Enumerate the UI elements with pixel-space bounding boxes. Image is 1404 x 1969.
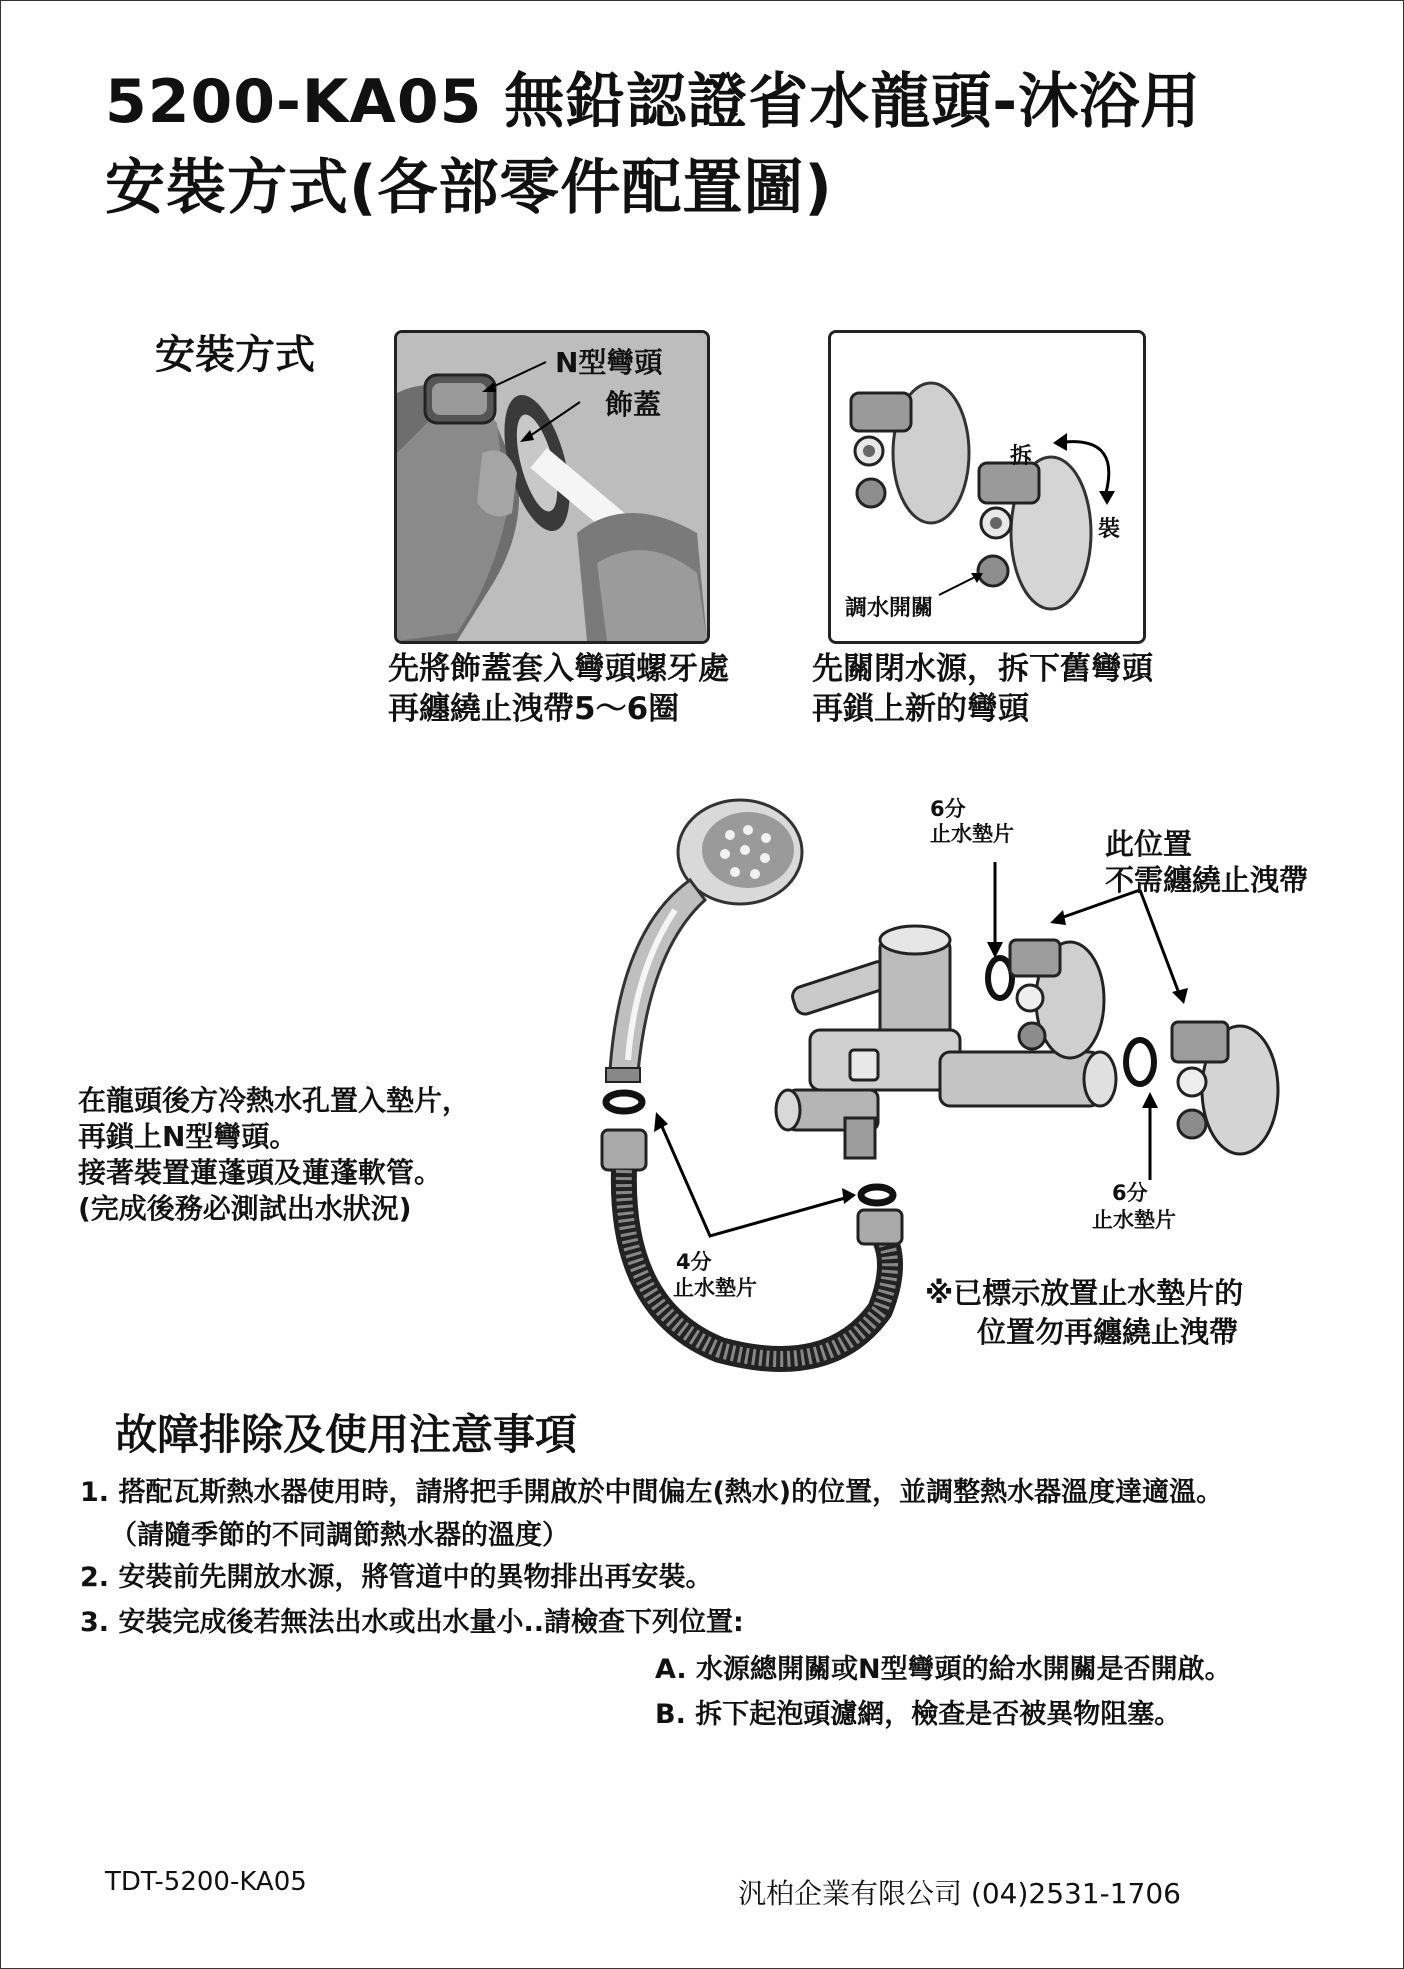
instruction-line2: 再鎖上N型彎頭。: [78, 1120, 298, 1153]
troubleshoot-item-1-sub: （請隨季節的不同調節熱水器的溫度）: [110, 1520, 569, 1551]
elbow-swap-illustration: [831, 333, 1143, 641]
shower-head-illustration: [606, 800, 802, 1082]
washer-6-top: [988, 958, 1012, 998]
washer-6-top-size: 6分: [930, 797, 966, 821]
washer-6-top-label: 止水墊片: [930, 822, 1014, 846]
washer-4-left: [606, 1093, 642, 1111]
company-contact: 汎柏企業有限公司 (04)2531-1706: [738, 1877, 1181, 1910]
label-n-elbow: N型彎頭: [555, 346, 663, 379]
troubleshoot-item-3: 3. 安裝完成後若無法出水或出水量小..請檢查下列位置:: [80, 1607, 744, 1638]
document-code: TDT-5200-KA05: [105, 1867, 307, 1897]
washer-note-line1: ※已標示放置止水墊片的: [925, 1276, 1244, 1310]
instruction-line3: 接著裝置蓮蓬頭及蓮蓬軟管。: [78, 1156, 443, 1189]
n-elbow-lower-illustration: [1172, 1022, 1278, 1154]
instruction-line4: (完成後務必測試出水狀況): [78, 1192, 412, 1225]
washer-4-right: [861, 1187, 893, 1203]
troubleshoot-item-3b: B. 拆下起泡頭濾網，檢查是否被異物阻塞。: [655, 1699, 1182, 1730]
page-title-line2: 安裝方式(各部零件配置圖): [105, 153, 833, 223]
page-title-line1: 5200-KA05 無鉛認證省水龍頭-沐浴用: [105, 67, 1202, 137]
troubleshoot-item-3a: A. 水源總開關或N型彎頭的給水開關是否開啟。: [655, 1654, 1232, 1685]
photo-1-caption-line1: 先將飾蓋套入彎頭螺牙處: [388, 651, 729, 687]
washer-note-line2: 位置勿再纏繞止洩帶: [977, 1315, 1239, 1349]
install-heading: 安裝方式: [155, 332, 315, 378]
shower-hose-illustration: [602, 1130, 902, 1359]
instruction-line1: 在龍頭後方冷熱水孔置入墊片，: [78, 1084, 471, 1117]
washer-4-size: 4分: [676, 1250, 712, 1274]
n-elbow-upper-illustration: [1010, 940, 1104, 1058]
troubleshoot-item-1: 1. 搭配瓦斯熱水器使用時，請將把手開啟於中間偏左(熱水)的位置，並調整熱水器溫度達適溫。: [80, 1477, 1224, 1508]
label-water-valve: 調水開關: [845, 596, 934, 621]
no-tape-label-line1: 此位置: [1105, 827, 1193, 861]
washer-6-bottom: [1126, 1040, 1154, 1084]
washer-4-label: 止水墊片: [673, 1276, 757, 1300]
troubleshoot-heading: 故障排除及使用注意事項: [115, 1410, 578, 1459]
label-install: 裝: [1098, 517, 1121, 542]
photo-2-caption-line2: 再鎖上新的彎頭: [812, 691, 1029, 727]
label-remove: 拆: [1010, 444, 1033, 469]
photo-1-caption-line2: 再纏繞止洩帶5～6圈: [388, 691, 680, 727]
washer-6-bottom-label: 止水墊片: [1092, 1208, 1176, 1232]
label-decor-cover: 飾蓋: [605, 388, 662, 421]
photo-2-caption-line1: 先關閉水源，拆下舊彎頭: [812, 651, 1153, 687]
troubleshoot-item-2: 2. 安裝前先開放水源，將管道中的異物排出再安裝。: [80, 1562, 713, 1593]
no-tape-label-line2: 不需纏繞止洩帶: [1105, 863, 1309, 897]
washer-6-bottom-size: 6分: [1112, 1181, 1148, 1205]
